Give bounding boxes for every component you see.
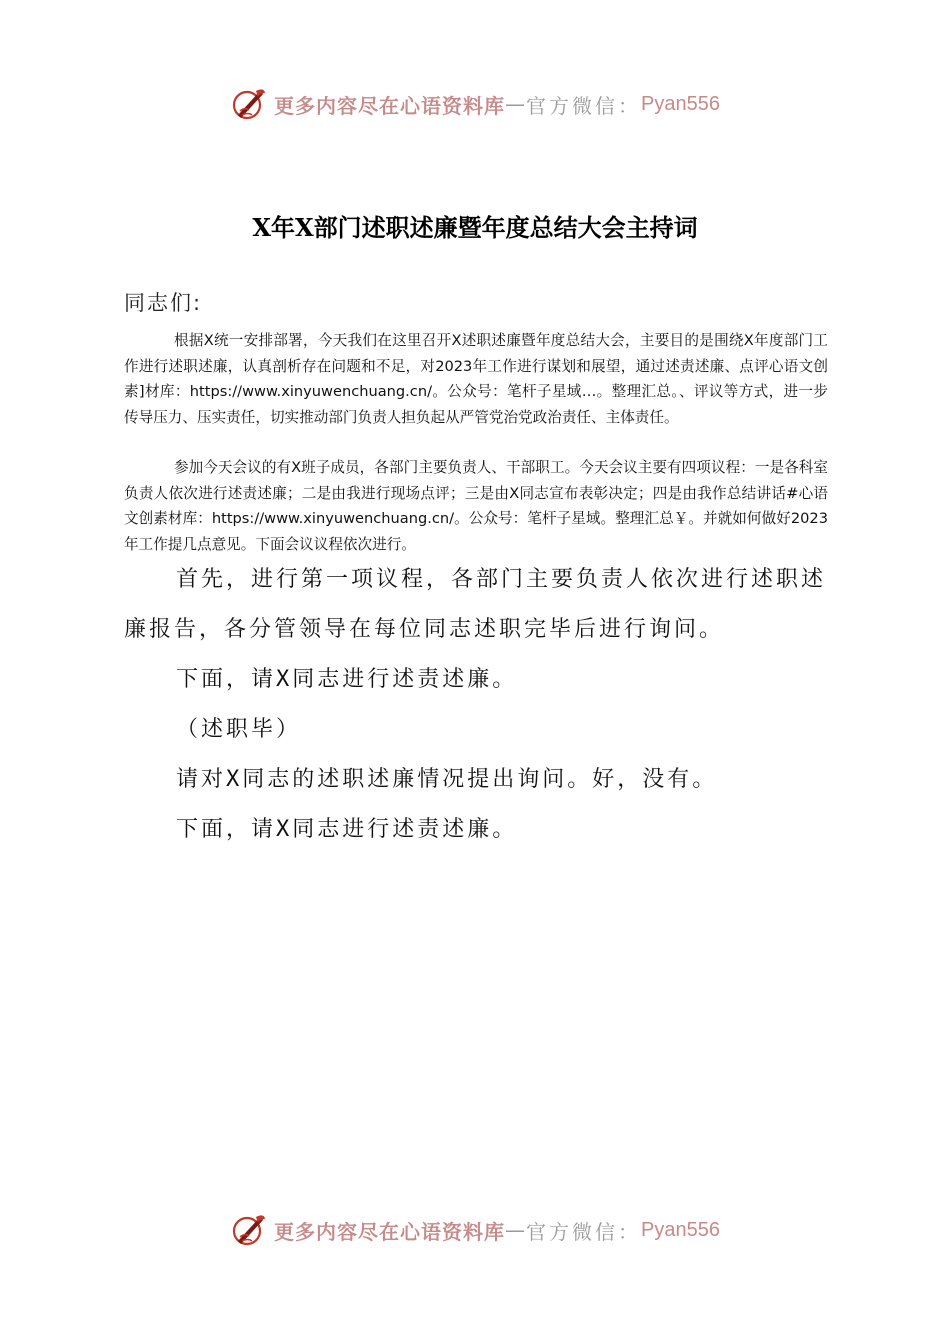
banner-dash: —	[505, 1218, 527, 1242]
paragraph-inquiry: 请对X同志的述职述廉情况提出询问。好，没有。	[176, 767, 718, 792]
quill-pen-circle-icon	[230, 85, 268, 123]
banner-dash: —	[505, 92, 527, 116]
document-title: X年X部门述职述廉暨年度总结大会主持词	[252, 213, 698, 242]
banner-wechat-id: Pyan556	[641, 92, 720, 115]
paragraph-intro: 根据X统一安排部署，今天我们在这里召开X述职述廉暨年度总结大会，主要目的是围绕X年度部门工作进行述职述廉，认真剖析存在问题和不足，对2023年工作进行谋划和展望，通过述责述廉、点评心语文创素]材库：https://www.xinyuwenchuang.cn/。公众号：笔杆子星域…。整理汇总。、评议等方式，进一步传导压力、压实责任，切实推动部门负责人担负起从严管党治党政治责任、主体责任。	[124, 332, 828, 426]
paragraph-invite: 下面，请X同志进行述责述廉。	[176, 667, 518, 692]
banner-official-label: 官方微信：	[526, 1219, 642, 1244]
footer-banner	[0, 1208, 950, 1252]
banner-official-label: 官方微信：	[526, 93, 642, 118]
paragraph-first-item: 首先，进行第一项议程，各部门主要负责人依次进行述职述廉报告，各分管领导在每位同志述职完毕后进行询问。	[124, 567, 827, 642]
banner-library-text: 更多内容尽在心语资料库	[274, 1219, 506, 1244]
banner-library-text: 更多内容尽在心语资料库	[274, 93, 506, 118]
greeting: 同志们:	[124, 291, 203, 315]
paragraph-invite-next: 下面，请X同志进行述责述廉。	[176, 817, 518, 842]
header-banner	[0, 82, 950, 126]
banner-wechat-id: Pyan556	[641, 1218, 720, 1241]
paragraph-report-done: （述职毕）	[176, 717, 302, 742]
quill-pen-circle-icon	[230, 1211, 268, 1249]
paragraph-agenda: 参加今天会议的有X班子成员，各部门主要负责人、干部职工。今天会议主要有四项议程：一是各科室负责人依次进行述责述廉；二是由我进行现场点评；三是由X同志宣布表彰决定；四是由我作总结讲话#心语文创素材库：https://www.xinyuwenchuang.cn/。公众号：笔杆子星域。整理汇总￥。并就如何做好2023年工作提几点意见。下面会议议程依次进行。	[124, 459, 828, 553]
